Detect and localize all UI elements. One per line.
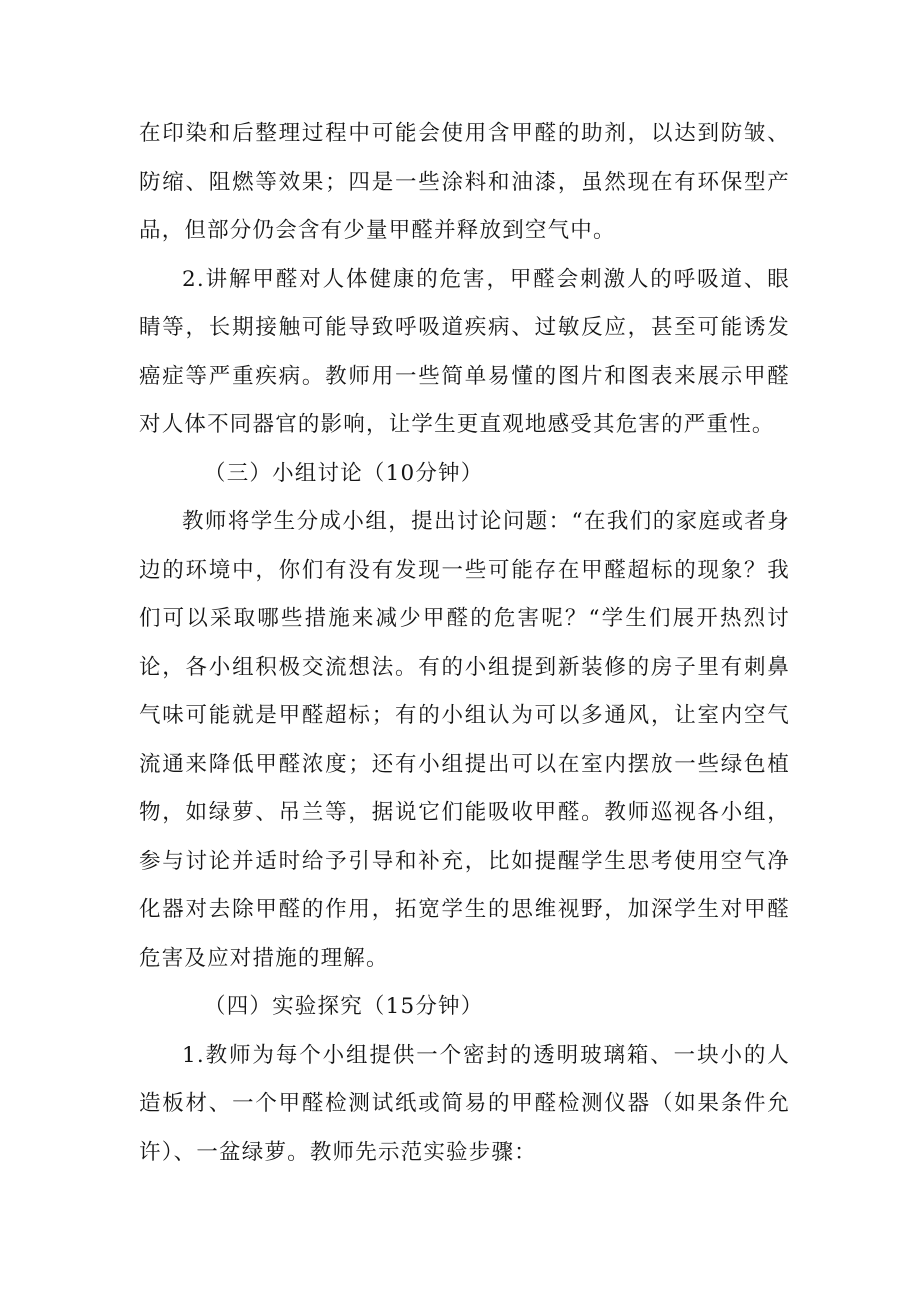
section-heading-group-discussion: （三）小组讨论（10分钟）: [204, 460, 484, 486]
paragraph-continuation: 在印染和后整理过程中可能会使用含甲醛的助剂，以达到防皱、防缩、阻燃等效果；四是一些涂料和油漆，虽然现在有环保型产品，但部分仍会含有少量甲醛并释放到空气中。: [139, 121, 790, 243]
section-heading-experiment: （四）实验探究（15分钟）: [204, 994, 484, 1019]
paragraph-experiment-materials: 1.教师为每个小组提供一个密封的透明玻璃箱、一块小的人造板材、一个甲醛检测试纸或简易的甲醛检测仪器（如果条件允许）、一盆绿萝。教师先示范实验步骤：: [139, 1042, 790, 1165]
paragraph-group-discussion: 教师将学生分成小组，提出讨论问题：“在我们的家庭或者身边的环境中，你们有没有发现一些可能存在甲醛超标的现象？我们可以采取哪些措施来减少甲醛的危害呢？“学生们展开热烈讨论，各小组积极交流想法。有的小组提到新装修的房子里有刺鼻气味可能就是甲醛超标；有的小组认为可以多通风，让室内空气流通来降低甲醛浓度；还有小组提出可以在室内摆放一些绿色植物，如绿萝、吊兰等，据说它们能吸收甲醛。教师巡视各小组，参与讨论并适时给予引导和补充，比如提醒学生思考使用空气净化器对去除甲醛的作用，拓宽学生的思维视野，加深学生对甲醛危害及应对措施的理解。: [139, 509, 790, 971]
document-body: [139, 110, 790, 1177]
paragraph-health-hazards: 2.讲解甲醛对人体健康的危害，甲醛会刺激人的呼吸道、眼睛等，长期接触可能导致呼吸道疾病、过敏反应，甚至可能诱发癌症等严重疾病。教师用一些简单易懂的图片和图表来展示甲醛对人体不同器官的影响，让学生更直观地感受其危害的严重性。: [139, 266, 790, 437]
